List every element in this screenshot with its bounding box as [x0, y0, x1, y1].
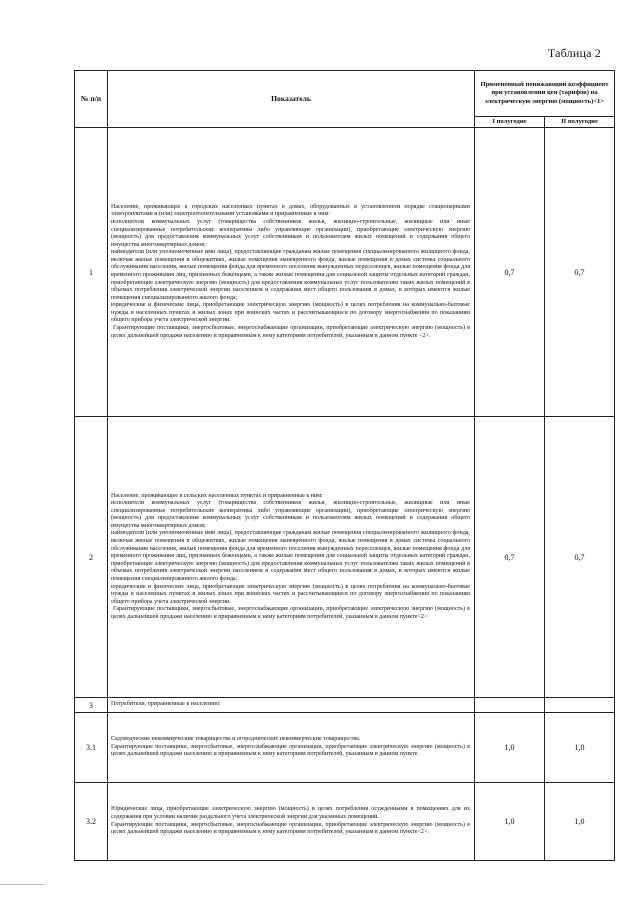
table-row	[75, 783, 615, 861]
row-paragraph: Садоводческие некоммерческие товарищества и огороднические некоммерческие товарищества.	[111, 736, 361, 743]
row-value-half2: 0,7	[545, 128, 615, 417]
row-paragraph: Гарантирующие поставщики, энергосбытовые, энергоснабжающие организации, приобретающие электрическую энергию (мощность) в целях дальнейшей продажи населению и приравненным к нему категориям потребителей, указанным в данном пункте<2>.	[111, 821, 470, 836]
row-paragraph: Потребители, приравненные к населению:	[111, 701, 221, 708]
row-num: 3.1	[75, 713, 108, 783]
table-row	[75, 713, 615, 783]
row-paragraph: Население, проживающее в сельских населенных пунктах и приравненные к ним:	[111, 492, 323, 499]
row-paragraph: Население, проживающее в городских населенных пунктах в домах, оборудованных в установленном порядке стационарными электроплитами и (или) электроотопительными установками и приравненные к ним:	[111, 203, 470, 218]
header-coefficient: Примененный понижающий коэффициент при установлении цен (тарифов) на электрическую энергию (мощность)<1>	[475, 71, 615, 117]
row-value-half1	[475, 698, 545, 713]
row-value-half2: 1,0	[545, 783, 615, 861]
row-paragraph: Гарантирующие поставщики, энергосбытовые, энергоснабжающие организации, приобретающие электрическую энергию (мощность) в целях дальнейшей продажи населению и приравненным к нему категориям потребителей, указанным в данном пункте<2>.	[111, 606, 470, 620]
row-num: 3.2	[75, 783, 108, 861]
header-half1: I полугодие	[475, 117, 545, 128]
row-description	[108, 783, 475, 861]
row-description	[108, 698, 475, 713]
table-header-row	[75, 71, 615, 117]
row-num: 1	[75, 128, 108, 417]
row-value-half2	[545, 698, 615, 713]
row-paragraph: исполнители коммунальных услуг (товарищества собственников жилья, жилищно-строительные, жилищные или иные специализированные потребительские кооперативы либо управляющие организации), приобретающие электрическую энергию (мощность) для предоставления коммунальных услуг собственникам и пользователям жилых помещений и содержания общего имущества многоквартирных домов;	[111, 218, 470, 248]
row-description	[108, 128, 475, 417]
row-paragraph: юридические и физические лица, приобретающие электрическую энергию (мощность) в целях потребления на коммунально-бытовые нужды в населенных пунктах и жилых зонах при воинских частях и рассчитывающиеся по договору энергоснабжения по показаниям общего прибора учета электрической энергии.	[111, 302, 470, 324]
header-num: № п/п	[75, 71, 108, 128]
page-title: Таблица 2	[547, 46, 601, 60]
row-description	[108, 713, 475, 783]
row-paragraph: наймодатели (или уполномоченные ими лица), предоставляющие гражданам жилые помещения специализированного жилищного фонда, включая жилые помещения в общежитиях, жилые помещения маневренного фонда, жилые помещения в домах системы социального обслуживания населения, жилые помещения фонда для временного поселения вынужденных переселенцев, жилые помещения фонда для временного проживания лиц, признанных беженцами, а также жилые помещения для социальной защиты отдельных категорий граждан, приобретающие электрическую энергию (мощность) для предоставления коммунальных услуг пользователям таких жилых помещений в объемах потребления электрической энергии населением и содержания мест общего пользования в домах, в которых имеются жилые помещения специализированного жилого фонда;	[111, 249, 470, 301]
row-paragraph: юридические и физические лица, приобретающие электрическую энергию (мощность) в целях потребления на коммунально-бытовые нужды в населенных пунктах и жилых зонах при воинских частях и рассчитывающиеся по договору энергоснабжения по показаниям общего прибора учета электрической энергии.	[111, 583, 470, 605]
row-paragraph: Гарантирующие поставщики, энергосбытовые, энергоснабжающие организации, приобретающие электрическую энергию (мощность) в целях дальнейшей продажи населению и приравненным к нему категориям потребителей, указанным в данном пункте.	[111, 743, 470, 758]
row-num: 3	[75, 698, 108, 713]
header-half2: II полугодие	[545, 117, 615, 128]
header-indicator: Показатель	[108, 71, 475, 128]
row-paragraph: исполнители коммунальных услуг (товарищества собственников жилья, жилищно-строительные, жилищные или иные специализированные потребительские кооперативы либо управляющие организации), приобретающие электрическую энергию (мощность) для предоставления коммунальных услуг собственникам и пользователям жилых помещений и содержания общего имущества многоквартирных домов;	[111, 500, 470, 529]
row-value-half1: 0,7	[475, 128, 545, 417]
row-value-half1: 1,0	[475, 713, 545, 783]
row-description	[108, 417, 475, 698]
table-row	[75, 417, 615, 698]
coefficients-table	[74, 70, 615, 861]
row-paragraph: Юридические лица, приобретающие электрическую энергию (мощность) в целях потребления осужденными в помещениях для их содержания при условии наличия раздельного учета электрической энергии для указанных помещений.	[111, 806, 470, 820]
row-paragraph: Гарантирующие поставщики, энергосбытовые, энергоснабжающие организации, приобретающие электрическую энергию (мощность) в целях дальнейшей продажи населению и приравненным к нему категориям потребителей, указанным в данном пункте <2>.	[111, 325, 470, 339]
row-num: 2	[75, 417, 108, 698]
row-value-half2: 0,7	[545, 417, 615, 698]
row-value-half1: 1,0	[475, 783, 545, 861]
table-row	[75, 698, 615, 713]
row-value-half1: 0,7	[475, 417, 545, 698]
scan-edge-mark	[0, 884, 45, 885]
row-value-half2: 1,0	[545, 713, 615, 783]
table-row	[75, 128, 615, 417]
row-paragraph: наймодатели (или уполномоченные ими лица), предоставляющие гражданам жилые помещения специализированного жилищного фонда, включая жилые помещения в общежитиях, жилые помещения маневренного фонда, жилые помещения в домах системы социального обслуживания населения, жилые помещения фонда для временного поселения вынужденных переселенцев, жилые помещения фонда для временного проживания лиц, признанных беженцами, а также жилые помещения для социальной защиты отдельных категорий граждан, приобретающие электрическую энергию (мощность) для предоставления коммунальных услуг пользователям таких жилых помещений в объемах потребления электрической энергии населением и содержания мест общего пользования в домах, в которых имеются жилые помещения специализированного жилого фонда;	[111, 530, 470, 582]
